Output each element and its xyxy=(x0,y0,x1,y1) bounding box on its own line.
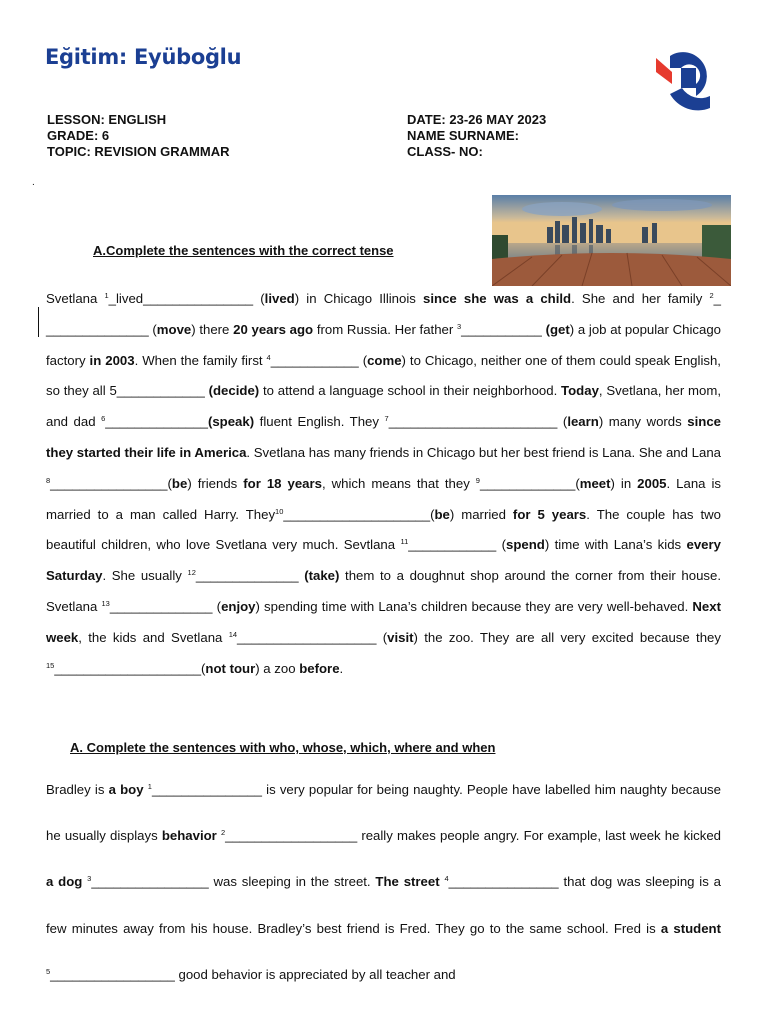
topic-line: TOPIC: REVISION GRAMMAR xyxy=(47,144,230,159)
blank-number: 1 xyxy=(147,782,152,791)
date-line: DATE: 23-26 MAY 2023 xyxy=(407,112,547,127)
school-logo xyxy=(652,32,718,112)
bold-term: 20 years ago xyxy=(233,321,314,337)
brand-name: Eğitim: Eyüboğlu xyxy=(45,45,242,69)
bold-term: be xyxy=(434,506,450,522)
bold-term: (get xyxy=(545,321,570,337)
blank-number: 6 xyxy=(101,414,106,424)
bold-term: since she was a child xyxy=(423,291,572,306)
bold-term: a boy xyxy=(108,782,144,797)
stray-dot: . xyxy=(32,177,35,188)
student-info xyxy=(407,112,546,160)
passage-relative-clauses: Bradley is a boy $^1$_______________ is very popular for being naughty. People have labelled him naughty because he usually displays behavior $^2$__________________ really makes people angry. For example, last week he kicked a dog $^3$________________ was sleeping in the street. The street $^4$_______________ that dog was sleeping is a few minutes away from his house. Bradley’s best friend is Fred. They go to the same school. Fred is a student $^5$_________________ good behavior is appreciated by all teacher and xyxy=(46,782,721,982)
name-line: NAME SURNAME: xyxy=(407,128,519,143)
text-cursor xyxy=(38,307,39,337)
bold-term: in 2003 xyxy=(89,352,135,368)
blank-number: 2 xyxy=(709,291,714,300)
lesson-line: LESSON: ENGLISH xyxy=(47,112,167,127)
bold-term: every Saturday xyxy=(46,537,721,584)
bold-term: (take) xyxy=(304,568,340,584)
bold-term: behavior xyxy=(161,828,217,844)
bold-term: spend xyxy=(506,537,545,553)
bold-term: meet xyxy=(579,475,611,491)
class-line: CLASS- NO: xyxy=(407,144,483,159)
bold-term: The street xyxy=(375,874,440,890)
city-skyline-photo xyxy=(492,195,731,286)
bold-term: before xyxy=(299,660,340,676)
blank-number: 7 xyxy=(384,414,389,424)
bold-term: not tour xyxy=(205,660,256,676)
bold-term: 2005 xyxy=(637,475,667,491)
bold-term: be xyxy=(171,475,188,491)
blank-number: 9 xyxy=(475,475,480,485)
bold-term: move xyxy=(156,321,192,337)
blank-number: 1 xyxy=(104,291,109,300)
lesson-info xyxy=(47,112,230,160)
bold-term: enjoy xyxy=(221,598,256,614)
blank-number: 8 xyxy=(46,475,51,485)
passage-tense-exercise: Svetlana $^1$_lived_______________ (lived) in Chicago Illinois since she was a child. She and her family $^2$_ ______________ (move) there 20 years ago from Russia. Her father $^3$___________ (get) a job at popular Chicago factory in 2003. When the family first $^4$____________ (come) to Chicago, neither one of them could speak English, so they all 5____________ (decide) to attend a language school in their neighborhood. Today, Svetlana, her mom, and dad $^6$______________(speak) fluent English. They $^7$_______________________ (learn) many words since they started their life in America. Svetlana has many friends in Chicago but her best friend is Lana. She and Lana $^8$________________(be) friends for 18 years, which means that they $^9$_____________(meet) in 2005. Lana is married to a man called Harry. They$^{10}$____________________(be) married for 5 years. The couple has two beautiful children, who love Svetlana very much. Sevtlana $^{11}$____________ (spend) time with Lana’s kids every Saturday. She usually $^{12}$______________ (take) them to a doughnut shop around the corner from their house. Svetlana $^{13}$______________ (enjoy) spending time with Lana’s children because they are very well-behaved. Next week, the kids and Svetlana $^{14}$___________________ (visit) the zoo. They are all very excited because they $^{15}$____________________(not tour) a zoo before. xyxy=(46,291,722,676)
blank-number: 2 xyxy=(220,828,226,838)
section-a-title: A.Complete the sentences with the correct tense xyxy=(93,243,394,258)
bold-term: (decide) xyxy=(208,383,260,399)
blank-number: 14 xyxy=(228,629,238,639)
grade-line: GRADE: 6 xyxy=(47,128,110,143)
bold-term: for 18 years xyxy=(243,475,322,491)
bold-term: come xyxy=(367,352,402,368)
bold-term: Next week xyxy=(46,598,721,645)
bold-term: for 5 years xyxy=(512,506,587,522)
bold-term: (speak) xyxy=(207,414,255,430)
blank-number: 13 xyxy=(101,598,110,608)
blank-number: 4 xyxy=(444,874,449,884)
bold-term: visit xyxy=(387,629,414,645)
blank-number: 11 xyxy=(400,537,409,547)
blank-number: 12 xyxy=(187,568,196,578)
section-b-title: A. Complete the sentences with who, whose, which, where and when xyxy=(70,740,496,755)
bold-term: a dog xyxy=(46,874,83,890)
blank-number: 3 xyxy=(87,874,92,884)
bold-term: since they started their life in America xyxy=(46,414,721,460)
blank-number: 5 xyxy=(46,966,51,976)
bold-term: learn xyxy=(567,414,599,430)
blank-number: 4 xyxy=(266,352,271,362)
blank-number: 15 xyxy=(46,660,55,670)
blank-number: 10 xyxy=(275,506,284,516)
bold-term: Today xyxy=(561,383,599,399)
bold-term: lived xyxy=(264,291,295,306)
bold-term: a student xyxy=(660,920,721,936)
blank-number: 3 xyxy=(457,321,462,331)
